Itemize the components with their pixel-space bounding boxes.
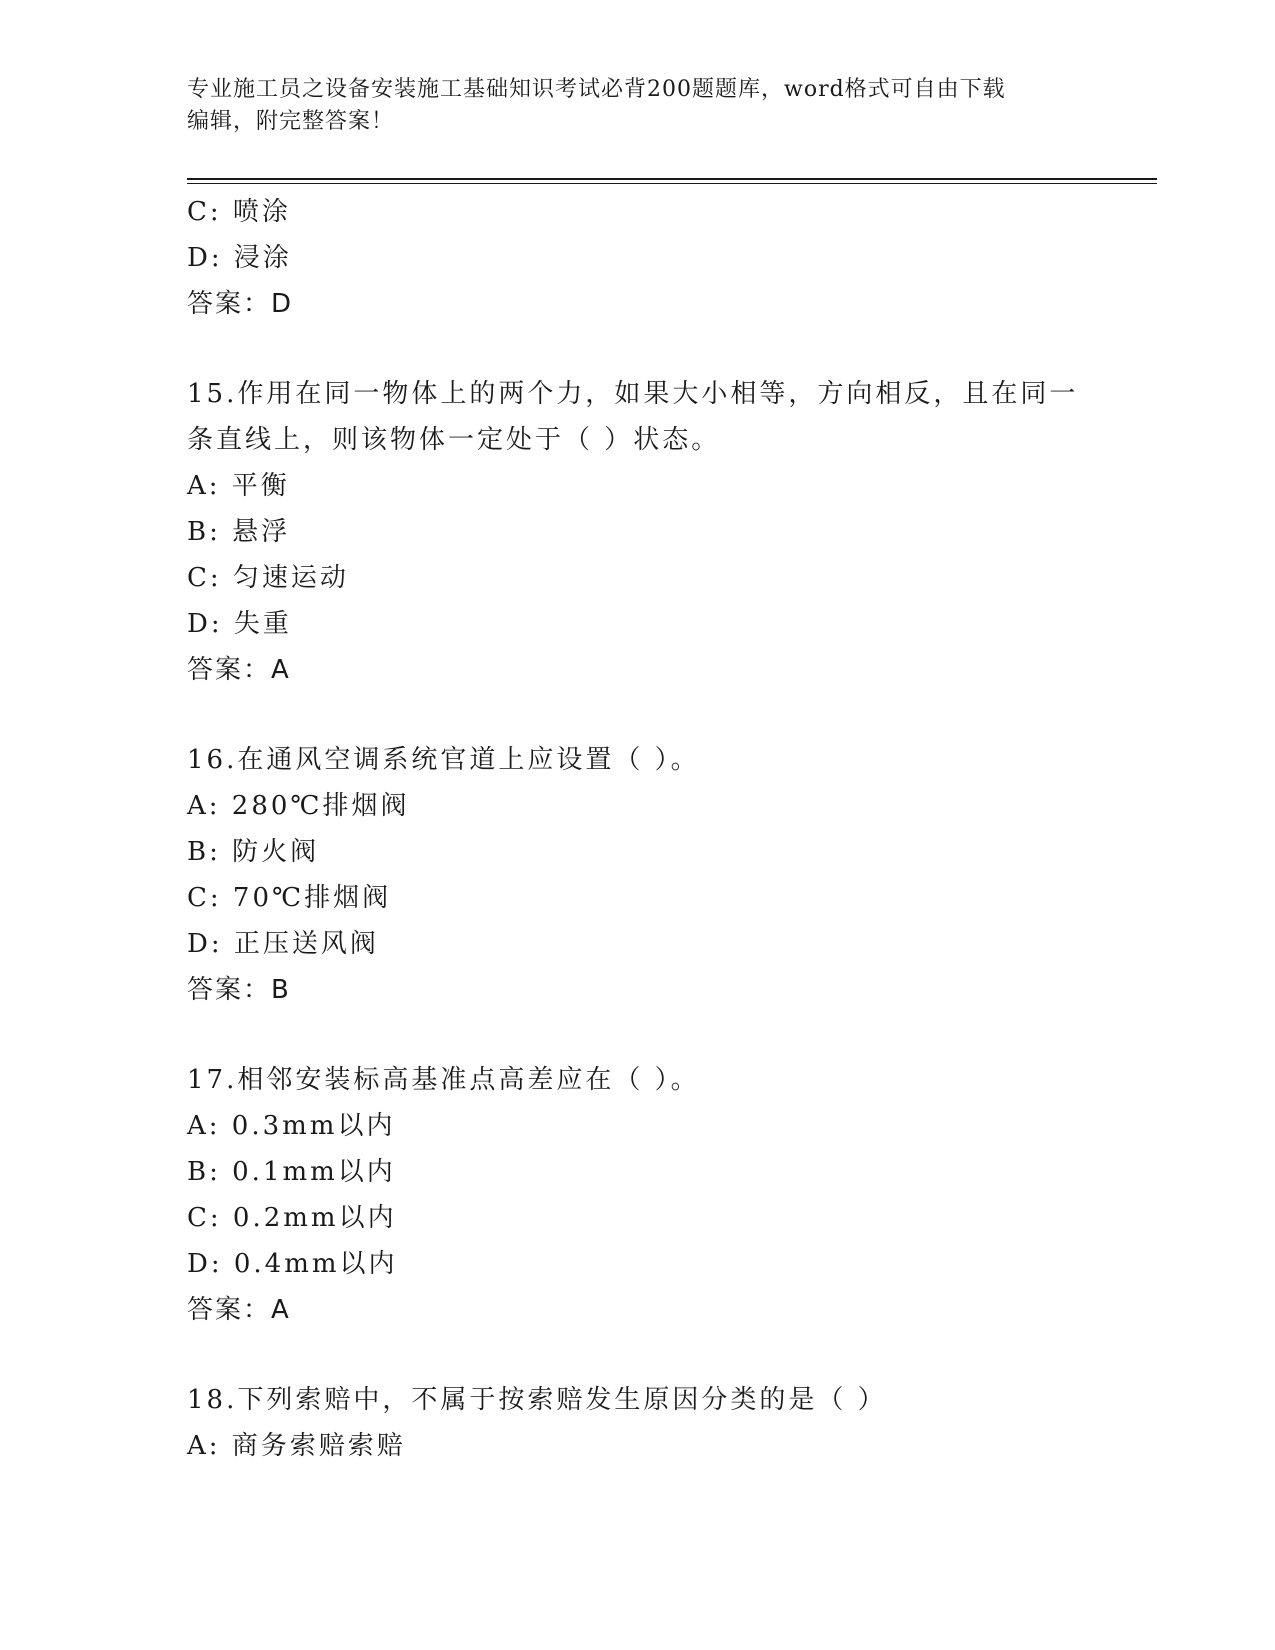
question-18 (187, 1377, 1087, 1469)
option-d: D: 失重 (187, 609, 292, 639)
header-line-1: 专业施工员之设备安装施工基础知识考试必背200题题库，word格式可自由下载 (187, 77, 1006, 102)
option-c: C: 匀速运动 (187, 563, 349, 593)
spacer (187, 1013, 1087, 1057)
answer-line: 答案：A (187, 1295, 291, 1325)
option-d: D: 0.4mm以内 (187, 1249, 398, 1279)
header-divider-thin (187, 183, 1157, 184)
option-d: D: 浸涂 (187, 243, 292, 273)
option-c: C: 70℃排烟阀 (187, 883, 392, 913)
question-stem-line-1: 17.相邻安装标高基准点高差应在（ ）。 (187, 1065, 700, 1095)
header-divider-thick (187, 178, 1157, 180)
option-a: A: 商务索赔索赔 (187, 1431, 406, 1461)
header-line-2: 编辑，附完整答案！ (187, 109, 395, 134)
option-b: B: 防火阀 (187, 837, 320, 867)
option-c: C: 喷涂 (187, 197, 291, 227)
spacer (187, 327, 1087, 371)
question-stem-line-1: 15.作用在同一物体上的两个力，如果大小相等，方向相反，且在同一 (187, 379, 1079, 409)
question-list (187, 189, 1087, 1469)
question-16 (187, 737, 1087, 1013)
question-stem-line-2: 条直线上，则该物体一定处于（ ）状态。 (187, 425, 721, 455)
answer-line: 答案：D (187, 289, 294, 319)
option-a: A: 280℃排烟阀 (187, 791, 410, 821)
question-stem-line-1: 16.在通风空调系统官道上应设置（ ）。 (187, 745, 700, 775)
answer-line: 答案：B (187, 975, 291, 1005)
option-c: C: 0.2mm以内 (187, 1203, 397, 1233)
option-b: B: 0.1mm以内 (187, 1157, 396, 1187)
option-a: A: 0.3mm以内 (187, 1111, 396, 1141)
question-14-tail (187, 189, 1087, 327)
question-17 (187, 1057, 1087, 1333)
spacer (187, 693, 1087, 737)
document-header (187, 74, 1067, 138)
spacer (187, 1333, 1087, 1377)
option-d: D: 正压送风阀 (187, 929, 379, 959)
option-a: A: 平衡 (187, 471, 290, 501)
answer-line: 答案：A (187, 655, 291, 685)
question-stem-line-1: 18.下列索赔中，不属于按索赔发生原因分类的是（ ） (187, 1385, 887, 1415)
option-b: B: 悬浮 (187, 517, 291, 547)
question-15 (187, 371, 1087, 693)
